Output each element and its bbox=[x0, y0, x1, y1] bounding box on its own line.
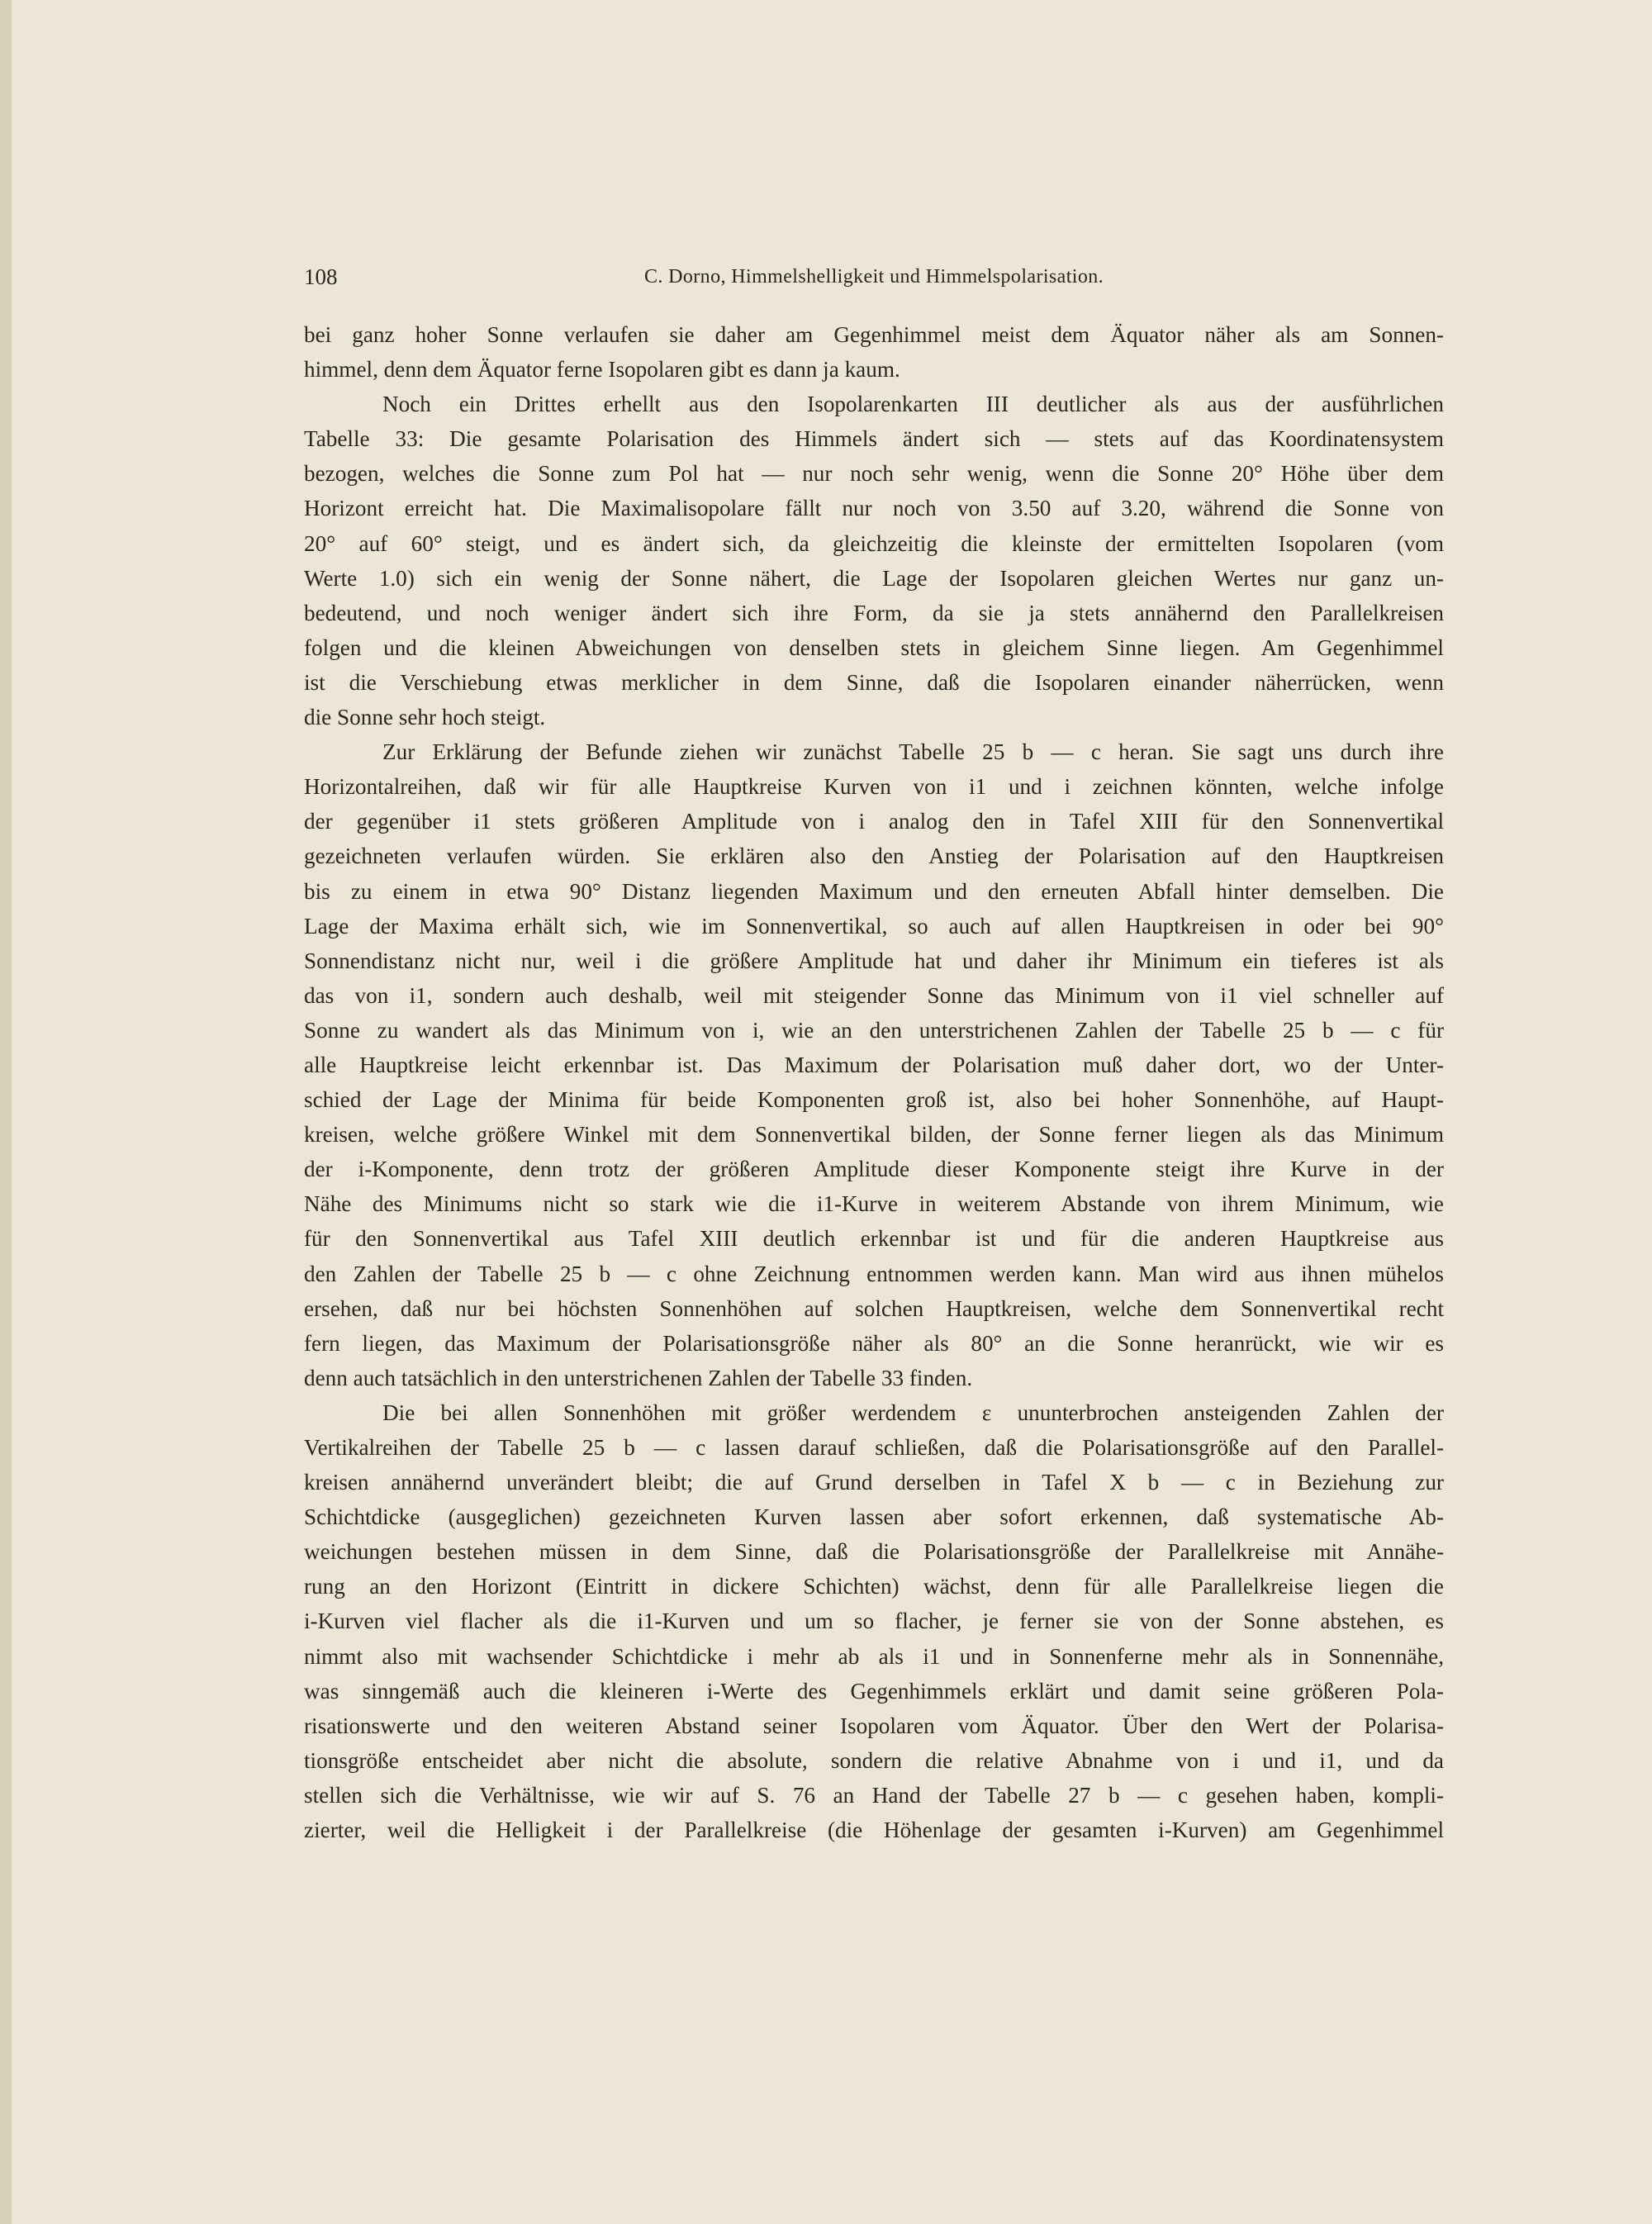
text-line: 20° auf 60° steigt, und es ändert sich, da gleichzeitig die kleinste der ermittelten Isopolaren (vom bbox=[304, 530, 1444, 556]
text-line: rung an den Horizont (Eintritt in dickere Schichten) wächst, denn für alle Parallelkreise liegen die bbox=[304, 1574, 1444, 1599]
text-line: Sonnendistanz nicht nur, weil i die größere Amplitude hat und daher ihr Minimum ein tieferes ist als bbox=[304, 948, 1444, 973]
text-line: die Sonne sehr hoch steigt. bbox=[304, 705, 546, 730]
text-line: für den Sonnenvertikal aus Tafel XIII deutlich erkennbar ist und für die anderen Hauptkreise aus bbox=[304, 1226, 1444, 1252]
text-line: der i-Komponente, denn trotz der größeren Amplitude dieser Komponente steigt ihre Kurve in der bbox=[304, 1157, 1444, 1182]
text-line: alle Hauptkreise leicht erkennbar ist. Das Maximum der Polarisation muß daher dort, wo der Unter- bbox=[304, 1052, 1444, 1077]
text-line: Werte 1.0) sich ein wenig der Sonne nähert, die Lage der Isopolaren gleichen Wertes nur ganz un- bbox=[304, 565, 1444, 591]
page-number: 108 bbox=[304, 264, 338, 289]
text-line: weichungen bestehen müssen in dem Sinne, daß die Polarisationsgröße der Parallelkreise mit Annähe- bbox=[304, 1539, 1444, 1565]
text-line: bedeutend, und noch weniger ändert sich ihre Form, da sie ja stets annähernd den Parallelkreisen bbox=[304, 600, 1444, 625]
text-line: ist die Verschiebung etwas merklicher in dem Sinne, daß die Isopolaren einander näherrücken, wenn bbox=[304, 669, 1444, 695]
text-line: zierter, weil die Helligkeit i der Parallelkreise (die Höhenlage der gesamten i-Kurven) am Gegenhimmel bbox=[304, 1818, 1444, 1843]
text-line: bei ganz hoher Sonne verlaufen sie daher am Gegenhimmel meist dem Äquator näher als am Sonnen- bbox=[304, 322, 1444, 347]
text-line: Tabelle 33: Die gesamte Polarisation des Himmels ändert sich — stets auf das Koordinatensystem bbox=[304, 426, 1444, 452]
text-line: der gegenüber i1 stets größeren Amplitude von i analog den in Tafel XIII für den Sonnenvertikal bbox=[304, 809, 1444, 834]
text-line: gezeichneten verlaufen würden. Sie erklären also den Anstieg der Polarisation auf den Hauptkreisen bbox=[304, 844, 1444, 869]
text-line: kreisen, welche größere Winkel mit dem Sonnenvertikal bilden, der Sonne ferner liegen als das Minimum bbox=[304, 1122, 1444, 1148]
text-line: fern liegen, das Maximum der Polarisationsgröße näher als 80° an die Sonne heranrückt, wie wir es bbox=[304, 1330, 1444, 1356]
text-line: risationswerte und den weiteren Abstand seiner Isopolaren vom Äquator. Über den Wert der Polarisa- bbox=[304, 1713, 1444, 1738]
text-line: ersehen, daß nur bei höchsten Sonnenhöhen auf solchen Hauptkreisen, welche dem Sonnenvertikal recht bbox=[304, 1295, 1444, 1321]
text-line: Vertikalreihen der Tabelle 25 b — c lassen darauf schließen, daß die Polarisationsgröße auf den Parallel- bbox=[304, 1435, 1444, 1460]
text-line: Die bei allen Sonnenhöhen mit größer werdendem ε ununterbrochen ansteigenden Zahlen der bbox=[382, 1400, 1444, 1425]
text-line: tionsgröße entscheidet aber nicht die absolute, sondern die relative Abnahme von i und i1, und da bbox=[304, 1747, 1444, 1773]
running-head: C. Dorno, Himmelshelligkeit und Himmelspolarisation. bbox=[643, 266, 1104, 288]
text-line: was sinngemäß auch die kleineren i-Werte des Gegenhimmels erklärt und damit seine größeren Pola- bbox=[304, 1678, 1444, 1704]
text-line: bis zu einem in etwa 90° Distanz liegenden Maximum und den erneuten Abfall hinter demselben. Die bbox=[304, 878, 1444, 904]
text-line: Nähe des Minimums nicht so stark wie die i1-Kurve in weiterem Abstande von ihrem Minimum, wie bbox=[304, 1191, 1444, 1217]
text-line: Sonne zu wandert als das Minimum von i, wie an den unterstrichenen Zahlen der Tabelle 25 b — c für bbox=[304, 1017, 1444, 1043]
text-line: himmel, denn dem Äquator ferne Isopolaren gibt es dann ja kaum. bbox=[304, 357, 900, 383]
text-line: den Zahlen der Tabelle 25 b — c ohne Zeichnung entnommen werden kann. Man wird aus ihnen mühelos bbox=[304, 1261, 1444, 1286]
text-line: Zur Erklärung der Befunde ziehen wir zunächst Tabelle 25 b — c heran. Sie sagt uns durch ihre bbox=[382, 739, 1444, 765]
text-line: schied der Lage der Minima für beide Komponenten groß ist, also bei hoher Sonnenhöhe, auf Haupt- bbox=[304, 1087, 1444, 1113]
text-line: Schichtdicke (ausgeglichen) gezeichneten Kurven lassen aber sofort erkennen, daß systematische Ab- bbox=[304, 1504, 1444, 1530]
text-line: kreisen annähernd unverändert bleibt; die auf Grund derselben in Tafel X b — c in Beziehung zur bbox=[304, 1470, 1444, 1495]
text-line: das von i1, sondern auch deshalb, weil mit steigender Sonne das Minimum von i1 viel schneller auf bbox=[304, 982, 1444, 1008]
text-line: Horizontalreihen, daß wir für alle Hauptkreise Kurven von i1 und i zeichnen könnten, welche infolge bbox=[304, 774, 1444, 800]
text-line: i-Kurven viel flacher als die i1-Kurven und um so flacher, je ferner sie von der Sonne abstehen, es bbox=[304, 1609, 1444, 1634]
text-line: denn auch tatsächlich in den unterstrichenen Zahlen der Tabelle 33 finden. bbox=[304, 1365, 973, 1390]
text-line: Noch ein Drittes erhellt aus den Isopolarenkarten III deutlicher als aus der ausführlichen bbox=[382, 392, 1444, 417]
text-line: stellen sich die Verhältnisse, wie wir auf S. 76 an Hand der Tabelle 27 b — c gesehen haben, kompli- bbox=[304, 1782, 1444, 1808]
text-line: nimmt also mit wachsender Schichtdicke i mehr ab als i1 und in Sonnenferne mehr als in Sonnennähe, bbox=[304, 1643, 1444, 1669]
text-line: Lage der Maxima erhält sich, wie im Sonnenvertikal, so auch auf allen Hauptkreisen in oder bei 90° bbox=[304, 913, 1444, 939]
page-header bbox=[304, 264, 1444, 297]
text-line: folgen und die kleinen Abweichungen von denselben stets in gleichem Sinne liegen. Am Gegenhimmel bbox=[304, 634, 1444, 660]
text-line: bezogen, welches die Sonne zum Pol hat — nur noch sehr wenig, wenn die Sonne 20° Höhe über dem bbox=[304, 461, 1444, 487]
body-text bbox=[304, 317, 1444, 1847]
text-line: Horizont erreicht hat. Die Maximalisopolare fällt nur noch von 3.50 auf 3.20, während die Sonne von bbox=[304, 496, 1444, 521]
